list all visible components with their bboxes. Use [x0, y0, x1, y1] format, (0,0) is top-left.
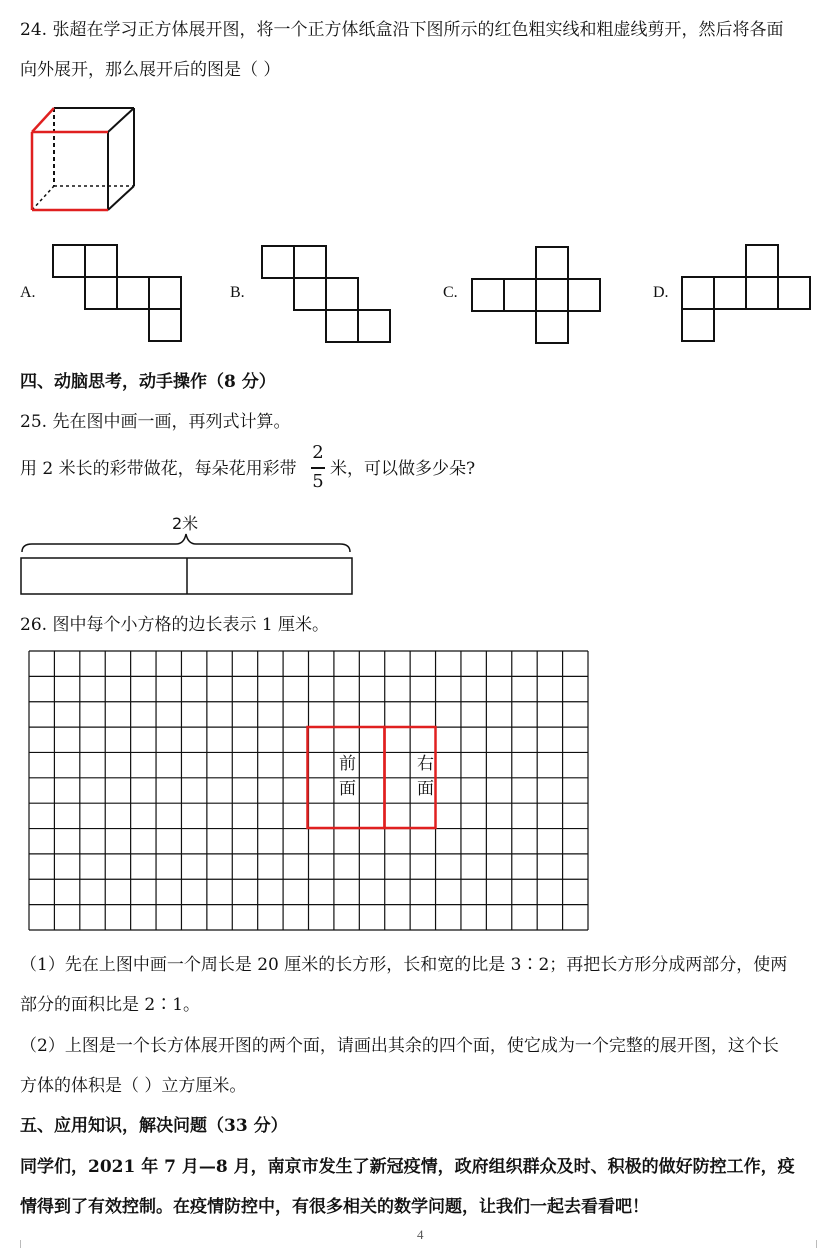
fraction-bar — [311, 467, 325, 469]
option-c-net — [471, 246, 601, 344]
q25-line2-after: 米，可以做多少朵? — [330, 459, 476, 479]
fraction-denominator: 5 — [312, 471, 324, 492]
q26-line1: 26. 图中每个小方格的边长表示 1 厘米。 — [20, 615, 330, 635]
q25-line1: 25. 先在图中画一画，再列式计算。 — [20, 412, 291, 432]
option-d-net — [681, 244, 811, 342]
margin-mark-left — [20, 1240, 21, 1248]
option-d-label: D. — [653, 284, 669, 301]
cube-figure — [28, 104, 138, 216]
margin-mark-right — [816, 1240, 817, 1248]
section5-intro-line2: 情得到了有效控制。在疫情防控中，有很多相关的数学问题，让我们一起去看看吧！ — [20, 1197, 649, 1217]
option-a-net — [52, 244, 184, 342]
section4-title: 四、动脑思考，动手操作（8 分） — [20, 372, 276, 392]
q26-sub2-line2: 方体的体积是（ ）立方厘米。 — [20, 1076, 247, 1096]
q25-line2-before: 用 2 米长的彩带做花，每朵花用彩带 — [20, 459, 297, 479]
section5-title: 五、应用知识，解决问题（33 分） — [20, 1116, 288, 1136]
q24-line1: 24. 张超在学习正方体展开图，将一个正方体纸盒沿下图所示的红色粗实线和粗虚线剪开，然后将各面 — [20, 20, 784, 40]
front-face-char2: 面 — [339, 779, 356, 799]
q24-line2: 向外展开，那么展开后的图是（ ） — [20, 60, 281, 80]
right-face-char2: 面 — [417, 779, 434, 799]
right-face-char1: 右 — [417, 754, 434, 774]
grid-figure — [28, 650, 590, 932]
section5-intro-line1: 同学们，2021 年 7 月—8 月，南京市发生了新冠疫情，政府组织群众及时、积极的做好防控工作，疫 — [20, 1157, 795, 1177]
q26-sub2-line1: （2）上图是一个长方体展开图的两个面，请画出其余的四个面，使它成为一个完整的展开图，这个长 — [20, 1036, 779, 1056]
fraction-numerator: 2 — [312, 442, 324, 463]
option-a-label: A. — [20, 284, 36, 301]
page-number: 4 — [417, 1227, 424, 1242]
option-b-label: B. — [230, 284, 245, 301]
option-b-net — [261, 245, 391, 343]
q26-sub1-line2: 部分的面积比是 2∶1。 — [20, 995, 201, 1015]
option-c-label: C. — [443, 284, 458, 301]
q26-sub1-line1: （1）先在上图中画一个周长是 20 厘米的长方形，长和宽的比是 3∶2；再把长方形分成两部分，使两 — [20, 955, 788, 975]
brace-label: 2米 — [172, 514, 199, 533]
front-face-char1: 前 — [339, 754, 356, 774]
ribbon-figure — [20, 532, 356, 598]
